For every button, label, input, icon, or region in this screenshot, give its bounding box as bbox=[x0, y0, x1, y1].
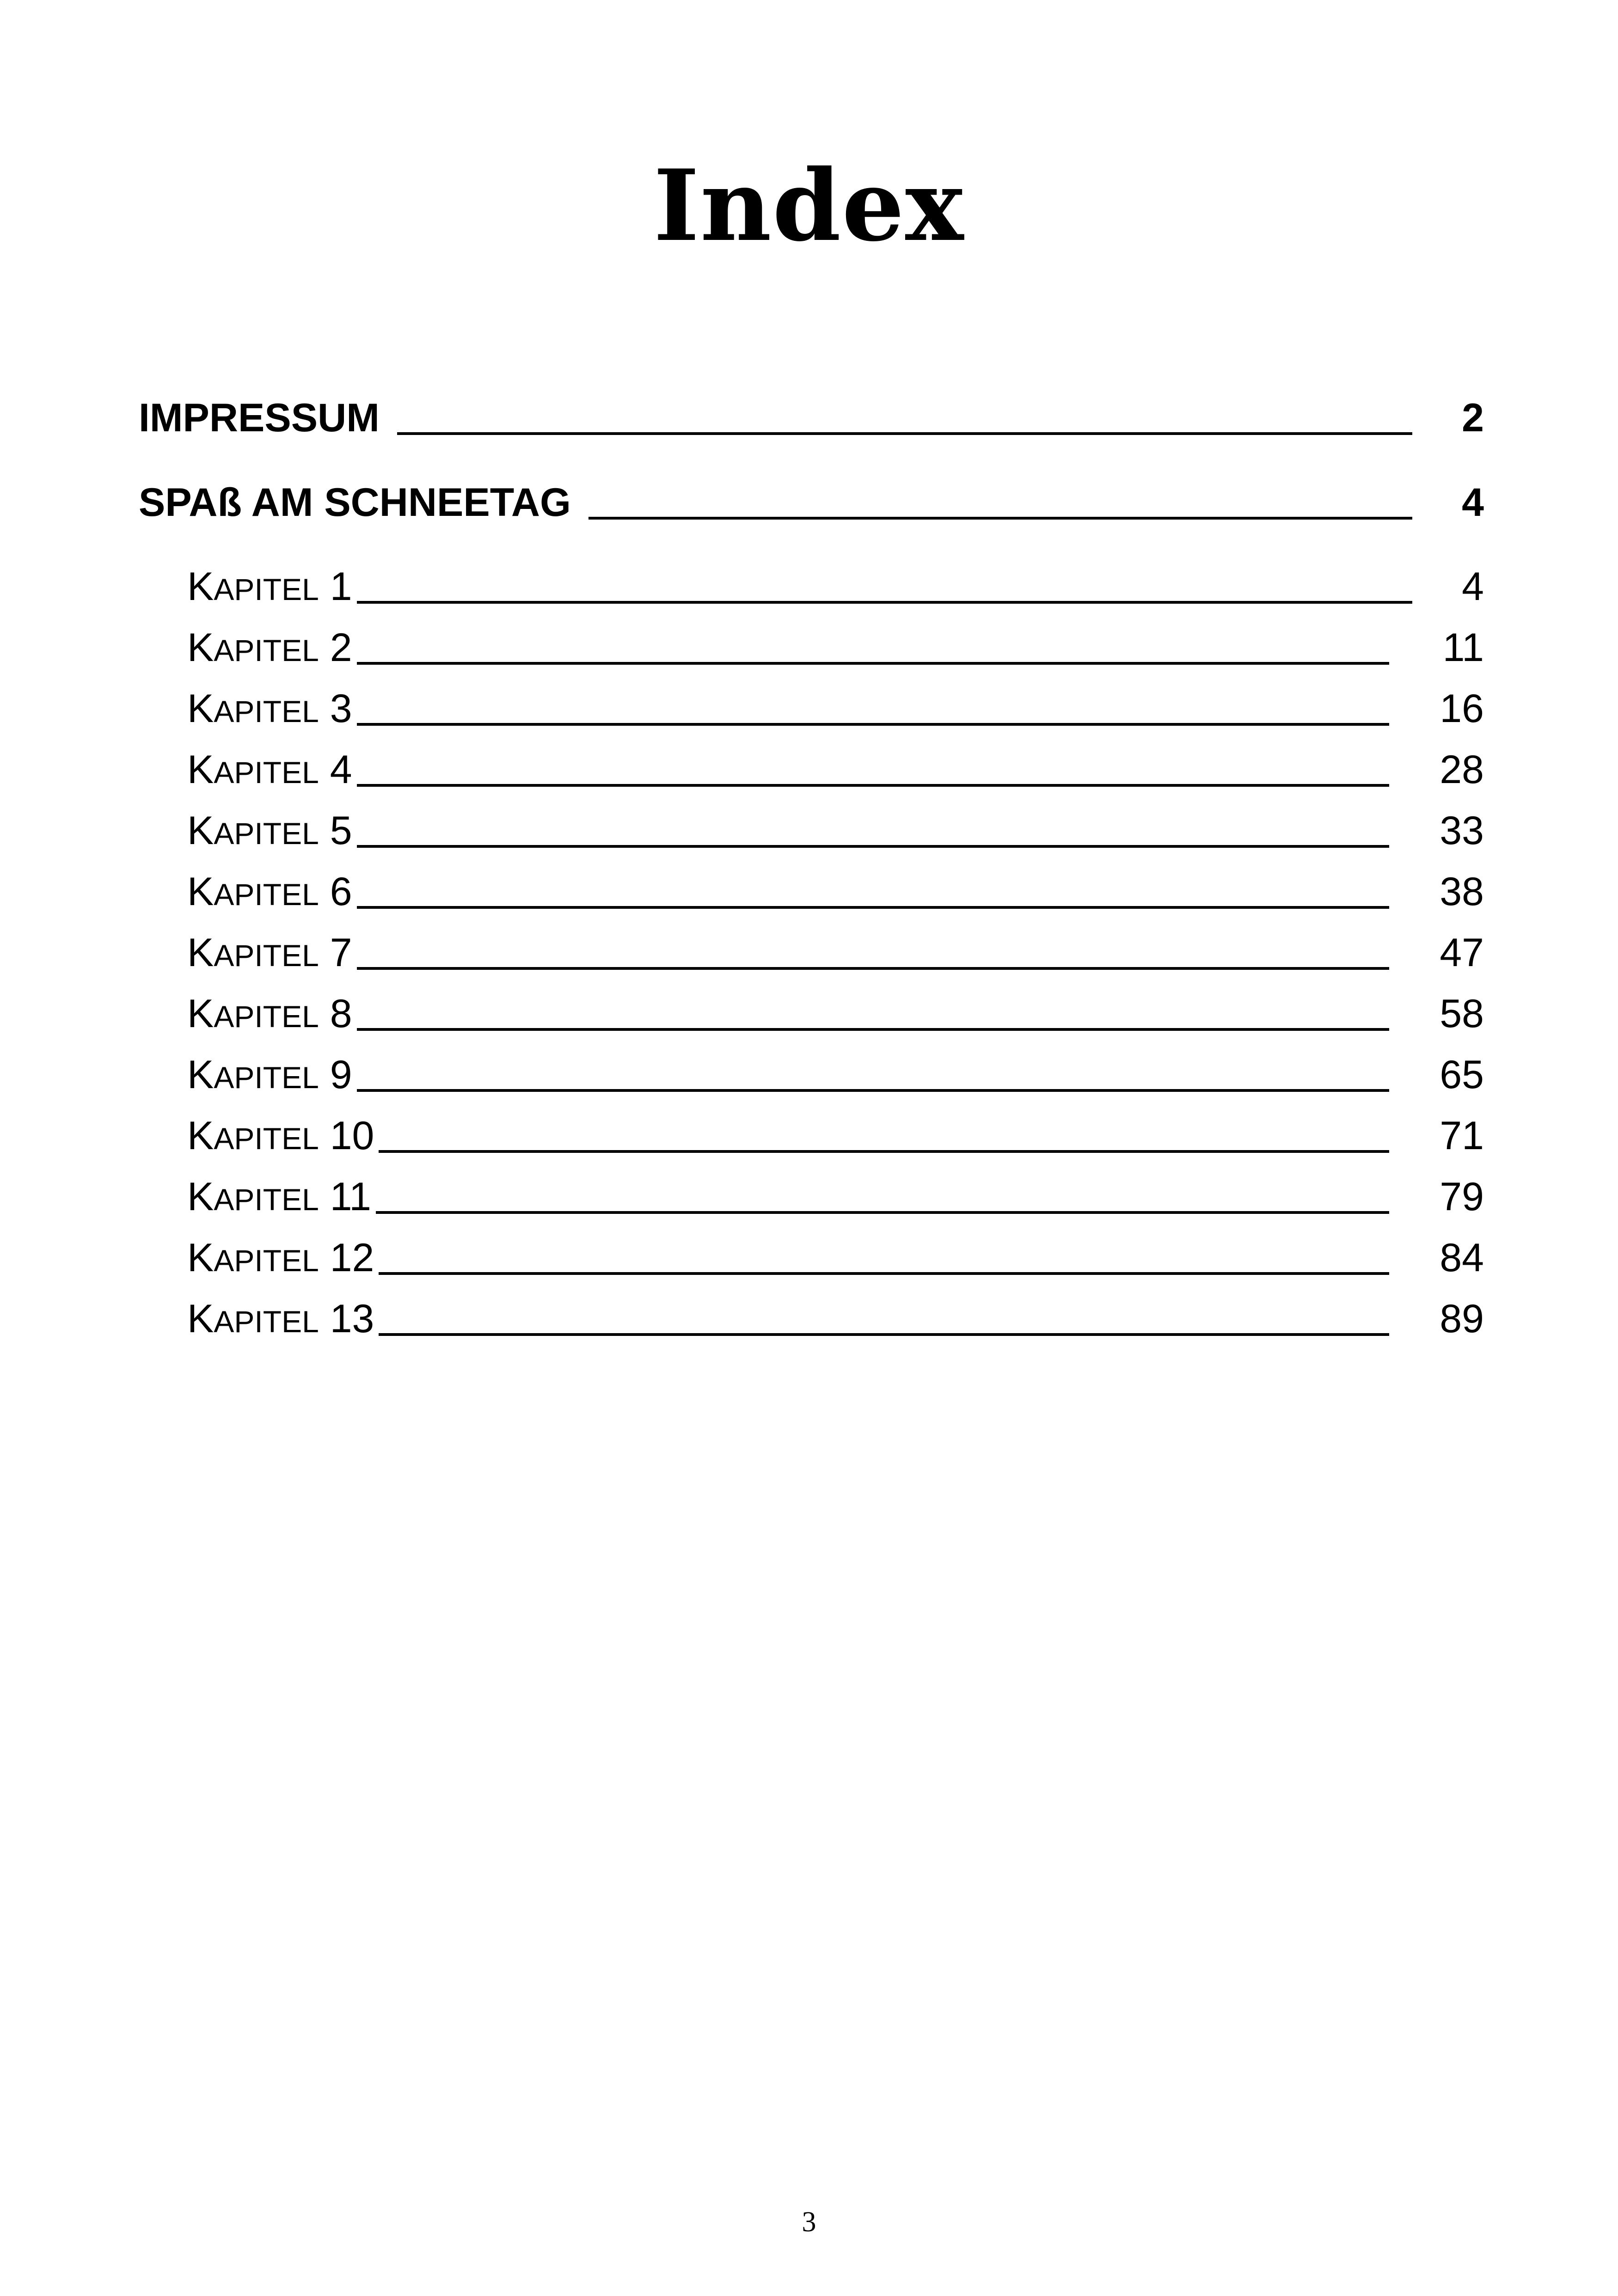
toc-chapter-4[interactable] bbox=[187, 747, 1484, 793]
toc-leader-line bbox=[357, 784, 1389, 787]
toc-chapter-13[interactable] bbox=[187, 1296, 1484, 1342]
toc-entry-impressum[interactable] bbox=[139, 395, 1484, 441]
toc-chapter-page: 47 bbox=[1440, 931, 1484, 975]
toc-entry-page: 4 bbox=[1462, 480, 1484, 525]
toc-chapter-9[interactable] bbox=[187, 1052, 1484, 1098]
toc-chapter-label: KAPITEL 11 bbox=[187, 1175, 371, 1219]
toc-leader-line bbox=[376, 1211, 1389, 1214]
toc-entry-label: SPAß AM SCHNEETAG bbox=[139, 480, 571, 525]
toc-chapter-page: 38 bbox=[1440, 869, 1484, 914]
toc-chapter-label: KAPITEL 6 bbox=[187, 869, 352, 914]
toc-chapter-label: KAPITEL 13 bbox=[187, 1297, 374, 1341]
toc-chapter-page: 58 bbox=[1440, 992, 1484, 1036]
toc-chapter-1[interactable] bbox=[187, 564, 1484, 610]
toc-chapter-page: 79 bbox=[1440, 1175, 1484, 1219]
toc-chapter-page: 71 bbox=[1440, 1114, 1484, 1158]
toc-leader-line bbox=[588, 517, 1412, 520]
toc-chapter-page: 84 bbox=[1440, 1236, 1484, 1280]
toc-chapter-label: KAPITEL 12 bbox=[187, 1236, 374, 1280]
toc-chapter-5[interactable] bbox=[187, 808, 1484, 854]
toc-leader-line bbox=[379, 1333, 1389, 1336]
toc-entry-page: 2 bbox=[1462, 396, 1484, 440]
toc-chapter-page: 89 bbox=[1440, 1297, 1484, 1341]
toc-chapter-page: 28 bbox=[1440, 747, 1484, 792]
toc-chapter-7[interactable] bbox=[187, 930, 1484, 976]
toc-chapter-3[interactable] bbox=[187, 686, 1484, 732]
toc-leader-line bbox=[379, 1150, 1389, 1153]
toc-chapter-label: KAPITEL 2 bbox=[187, 625, 352, 670]
toc-leader-line bbox=[379, 1272, 1389, 1275]
page-title: Index bbox=[653, 148, 965, 263]
toc-leader-line bbox=[357, 906, 1389, 909]
toc-chapter-label: KAPITEL 8 bbox=[187, 992, 352, 1036]
toc-leader-line bbox=[357, 1028, 1389, 1031]
toc-chapter-8[interactable] bbox=[187, 991, 1484, 1037]
toc-chapter-2[interactable] bbox=[187, 625, 1484, 671]
toc-leader-line bbox=[357, 845, 1389, 848]
toc-chapter-label: KAPITEL 7 bbox=[187, 931, 352, 975]
toc-leader-line bbox=[357, 1089, 1389, 1092]
toc-chapter-page: 4 bbox=[1462, 564, 1484, 609]
toc-chapter-label: KAPITEL 10 bbox=[187, 1114, 374, 1158]
toc-chapter-6[interactable] bbox=[187, 869, 1484, 915]
toc-chapter-11[interactable] bbox=[187, 1174, 1484, 1220]
toc-chapter-label: KAPITEL 1 bbox=[187, 564, 352, 609]
page-number: 3 bbox=[802, 2206, 816, 2238]
toc-entry-label: IMPRESSUM bbox=[139, 396, 380, 440]
toc-leader-line bbox=[357, 723, 1389, 726]
toc-chapter-label: KAPITEL 4 bbox=[187, 747, 352, 792]
toc-entry-spass-am-schneetag[interactable] bbox=[139, 480, 1484, 526]
toc-chapter-label: KAPITEL 9 bbox=[187, 1053, 352, 1097]
toc-chapter-page: 11 bbox=[1442, 625, 1484, 670]
toc-leader-line bbox=[357, 601, 1412, 604]
toc-leader-line bbox=[397, 432, 1412, 435]
toc-leader-line bbox=[357, 662, 1389, 665]
toc-chapter-page: 65 bbox=[1440, 1053, 1484, 1097]
toc-chapter-page: 33 bbox=[1440, 808, 1484, 853]
toc-chapter-10[interactable] bbox=[187, 1113, 1484, 1159]
toc-chapter-12[interactable] bbox=[187, 1235, 1484, 1281]
toc-chapter-page: 16 bbox=[1440, 686, 1484, 731]
toc-chapter-label: KAPITEL 3 bbox=[187, 686, 352, 731]
toc-chapter-label: KAPITEL 5 bbox=[187, 808, 352, 853]
toc-leader-line bbox=[357, 967, 1389, 970]
